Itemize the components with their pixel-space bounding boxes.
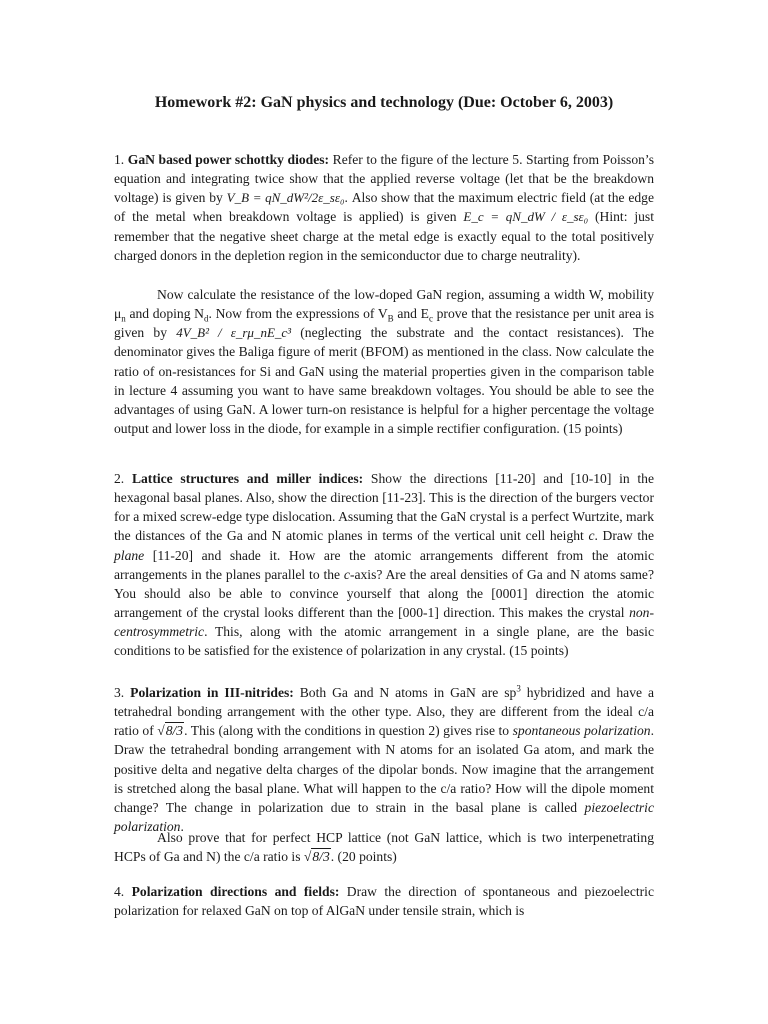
subscript: n [121,313,126,324]
body-text: (neglecting the substrate and the contact resistances). The denominator gives the Baliga figure of merit (BFOM) as mentioned in the class. Now calculate the ratio of on-resistances for Si and GaN using the material properties given in the comparison table in lecture 4 assuming you want to have same breakdown voltages. You should be able to see the advantages of using GaN. A lower turn-on resistance is helpful for a higher percentage the voltage output and lower loss in the diode, for example in a simple rectifier configuration. (15 points) [114,325,654,437]
body-text: Draw the direction of spontaneous and piezoelectric polarization for relaxed GaN on top of AlGaN under tensile strain, which is [114,884,654,919]
body-text: Show the directions [11-20] and [10-10] in the hexagonal basal planes. Also, show the direction [11-23]. This is the direction of the burgers vector for a mixed screw-edge type dislocation. Assuming that the GaN crystal is a perfect Wurtzite, mark the distances of the Ga and N atomic planes in terms of the vertical unit cell height [114,471,654,544]
body-text: and E [393,306,429,322]
italic-text: plane [114,547,145,563]
italic-text: c [343,566,350,582]
question-4-paragraph [114,882,654,920]
page-title: Homework #2: GaN physics and technology (Due: October 6, 2003) [154,94,614,111]
body-text: (Hint: just remember that the negative sheet charge at the metal edge is exactly equal to the total positively charged donors in the depletion region in the semiconductor due to charge neutrality). [114,209,654,263]
body-text: . [180,819,184,835]
question-2-paragraph [114,469,654,661]
body-text: . Draw the [594,528,654,544]
body-text: . (20 points) [330,849,397,865]
sqrt-radicand: 8/3 [312,849,330,865]
body-text: Both Ga and N atoms in GaN are sp [293,685,517,700]
italic-text: c [588,528,595,544]
question-heading: Polarization in III-nitrides: [130,685,294,700]
body-text: . Now from the expressions of V [208,306,388,322]
equation-on-resistance: 4V_B² / ε_rμ_nE_c³ [176,325,292,341]
subscript: d [204,313,209,324]
equation-max-field: E_c = qN_dW / ε_sε₀ [463,209,589,225]
sqrt-expression: √8/3 [303,849,330,865]
question-number: 3. [114,685,125,700]
body-text: Now calculate the resistance of the low-doped GaN region, assuming a width W, mobility μ [114,287,654,322]
question-1-paragraph [114,150,654,265]
question-heading: GaN based power schottky diodes: [127,152,330,167]
question-heading: Lattice structures and miller indices: [131,471,364,486]
body-text: . This, along with the atomic arrangement in a single plane, are the basic conditions to be satisfied for the existence of polarization in any crystal. (15 points) [114,624,654,659]
body-text: Refer to the figure of the lecture 5. Starting from Poisson’s equation and integrating twice show that the applied reverse voltage (let that be the breakdown voltage) is given by [114,152,654,206]
body-text: -axis? Are the areal densities of Ga and N atoms same? You should also be able to convince yourself that along the [0001] direction the atomic arrangement of the crystal looks different than the [000-1] direction. This makes the crystal [114,566,654,621]
question-heading: Polarization directions and fields: [131,884,340,899]
body-text: prove that the resistance per unit area is given by [114,306,654,341]
question-3-paragraph [114,683,654,836]
sqrt-expression: √8/3 [157,723,184,739]
subscript: c [428,313,433,324]
question-number: 2. [114,471,125,486]
body-text: . Draw the tetrahedral bonding arrangement with N atoms for an isolated Ga atom, and mark the positive delta and negative delta charges of the dipolar bonds. Now imagine that the arrangement is stretched along the basal plane. What will happen to the c/a ratio? How will the dipole moment change? The change in polarization due to strain in the basal plane is called [114,723,654,815]
question-number: 4. [114,884,125,899]
body-text: [11-20] and shade it. How are the atomic arrangements different from the atomic arrangements in the planes parallel to the [114,547,654,582]
body-text: and doping N [125,306,204,322]
question-3-paragraph-2 [114,828,654,866]
body-text: . This (along with the conditions in question 2) gives rise to [184,723,513,739]
superscript: 3 [516,683,521,694]
question-1-paragraph-2 [114,285,654,438]
question-number: 1. [114,152,125,167]
italic-text: piezoelectric polarization [114,799,654,835]
italic-text: non-centrosymmetric [114,605,654,640]
italic-text: spontaneous polarization [512,723,651,739]
body-text: hybridized and have a tetrahedral bonding arrangement with the other type. Also, they are different from the ideal c/a ratio of [114,685,654,739]
body-text: Also prove that for perfect HCP lattice (not GaN lattice, which is two interpenetrating HCPs of Ga and N) the c/a ratio is [114,830,654,865]
subscript: B [387,313,394,324]
body-text: . Also show that the maximum electric field (at the edge of the metal when breakdown voltage is applied) is given [114,190,655,225]
sqrt-radicand: 8/3 [165,723,184,739]
equation-breakdown-voltage: V_B = qN_dW²/2ε_sε₀ [226,190,345,206]
